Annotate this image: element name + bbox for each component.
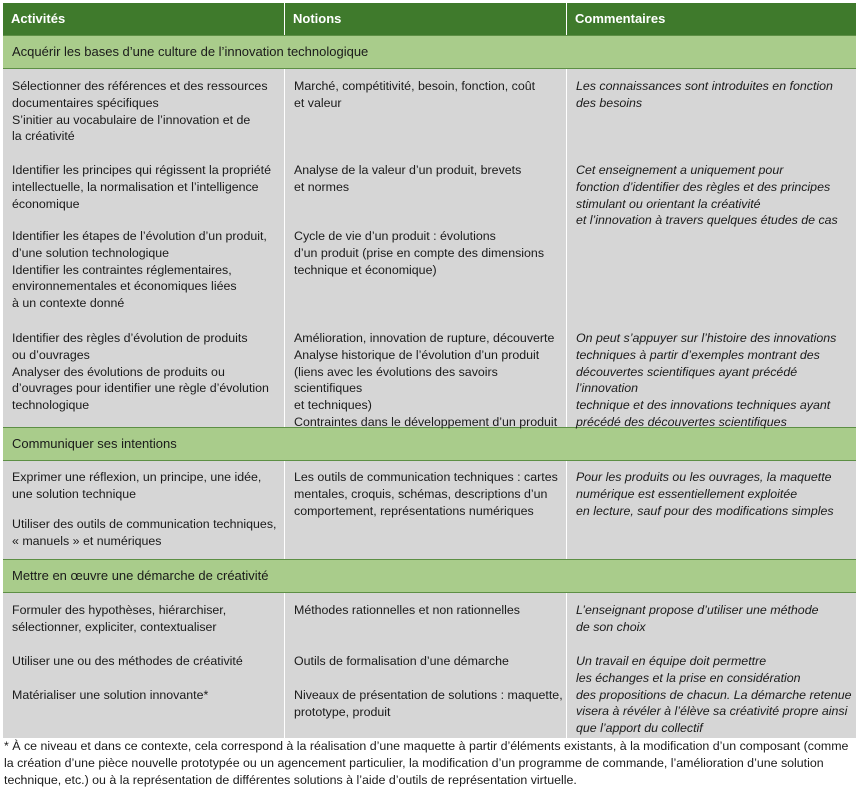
notion-item: Analyse de la valeur d’un produit, brevets et normes xyxy=(294,163,522,194)
activite-item: Identifier les étapes de l’évolution d’un produit, d’une solution technologique Identifier les contraintes réglementaires, environnementales et économiques liées à un contexte donné xyxy=(12,229,267,311)
notion-item: Amélioration, innovation de rupture, découverte Analyse historique de l’évolution d’un produit (liens avec les évolutions des savoirs scientifiques et techniques) Contraintes dans le développement d’un produit xyxy=(294,331,558,429)
activite-item: Sélectionner des références et des ressources documentaires spécifiques S’initier au vocabulaire de l’innovation et de la créativité xyxy=(12,79,268,144)
activite-item: Matérialiser une solution innovante* xyxy=(12,688,209,702)
commentaire-item: Un travail en équipe doit permettre les échanges et la prise en considération des propositions de chacun. La démarche retenue visera à révéler à l’élève sa créativité propre ainsi que l’apport du collectif xyxy=(576,654,852,736)
notions-column xyxy=(285,593,567,738)
activites-column xyxy=(3,593,285,738)
section-body xyxy=(3,69,856,427)
activite-item: Identifier les principes qui régissent la propriété intellectuelle, la normalisation et l’intelligence économique xyxy=(12,163,271,211)
notion-item: Les outils de communication techniques : cartes mentales, croquis, schémas, descriptions d’un comportement, représentations numériques xyxy=(294,470,558,518)
notion-item: Niveaux de présentation de solutions : maquette, prototype, produit xyxy=(294,688,563,719)
notion-item: Marché, compétitivité, besoin, fonction, coût et valeur xyxy=(294,79,536,110)
notions-column xyxy=(285,69,567,427)
section-body xyxy=(3,461,856,559)
notion-item: Outils de formalisation d’une démarche xyxy=(294,654,509,668)
section-title: Communiquer ses intentions xyxy=(3,427,856,461)
notion-item: Méthodes rationnelles et non rationnelles xyxy=(294,603,520,617)
commentaire-item: Cet enseignement a uniquement pour fonction d’identifier des règles et des principes stimulant ou orientant la créativité et l’innovation à travers quelques études de cas xyxy=(576,163,838,228)
commentaires-column xyxy=(567,69,856,427)
section-title: Acquérir les bases d’une culture de l’innovation technologique xyxy=(3,35,856,69)
section-body xyxy=(3,593,856,738)
activite-item: Identifier des règles d’évolution de produits ou d’ouvrages Analyser des évolutions de produits ou d’ouvrages pour identifier une règle d’évolution technologique xyxy=(12,331,269,413)
commentaire-item: On peut s’appuyer sur l’histoire des innovations techniques à partir d’exemples montrant des découvertes scientifiques ayant précédé l’innovation technique et des innovations techniques ayant précédé des découvertes scientifiques xyxy=(576,331,837,429)
table-header xyxy=(3,3,856,35)
commentaire-item: Les connaissances sont introduites en fonction des besoins xyxy=(576,79,833,110)
activite-item: Formuler des hypothèses, hiérarchiser, sélectionner, expliciter, contextualiser xyxy=(12,603,227,634)
activite-item: Exprimer une réflexion, un principe, une idée, une solution technique xyxy=(12,470,262,501)
notions-column xyxy=(285,461,567,559)
activite-item: Utiliser une ou des méthodes de créativité xyxy=(12,654,243,668)
activites-column xyxy=(3,69,285,427)
activites-column xyxy=(3,461,285,559)
header-commentaires: Commentaires xyxy=(575,11,666,26)
header-activites: Activités xyxy=(3,3,285,35)
header-notions: Notions xyxy=(285,3,567,35)
commentaire-item: L’enseignant propose d’utiliser une méthode de son choix xyxy=(576,603,819,634)
commentaires-column xyxy=(567,461,856,559)
commentaires-column xyxy=(567,593,856,738)
footnote: * À ce niveau et dans ce contexte, cela correspond à la réalisation d’une maquette à partir d’éléments existants, à la modification d’un composant (comme la création d’une pièce nouvelle prototypée ou un agencement particulier, la modification d’un programme de commande, l’amélioration d’une solution technique, etc.) ou à la représentation de différentes solutions à l’aide d’outils de représentation virtuelle. xyxy=(4,739,849,787)
section-title: Mettre en œuvre une démarche de créativité xyxy=(3,559,856,593)
notion-item: Cycle de vie d’un produit : évolutions d’un produit (prise en compte des dimensions technique et économique) xyxy=(294,229,545,277)
activite-item: Utiliser des outils de communication techniques, « manuels » et numériques xyxy=(12,517,277,548)
curriculum-table xyxy=(3,3,856,738)
commentaire-item: Pour les produits ou les ouvrages, la maquette numérique est essentiellement exploitée en lecture, sauf pour des modifications simples xyxy=(576,470,834,518)
